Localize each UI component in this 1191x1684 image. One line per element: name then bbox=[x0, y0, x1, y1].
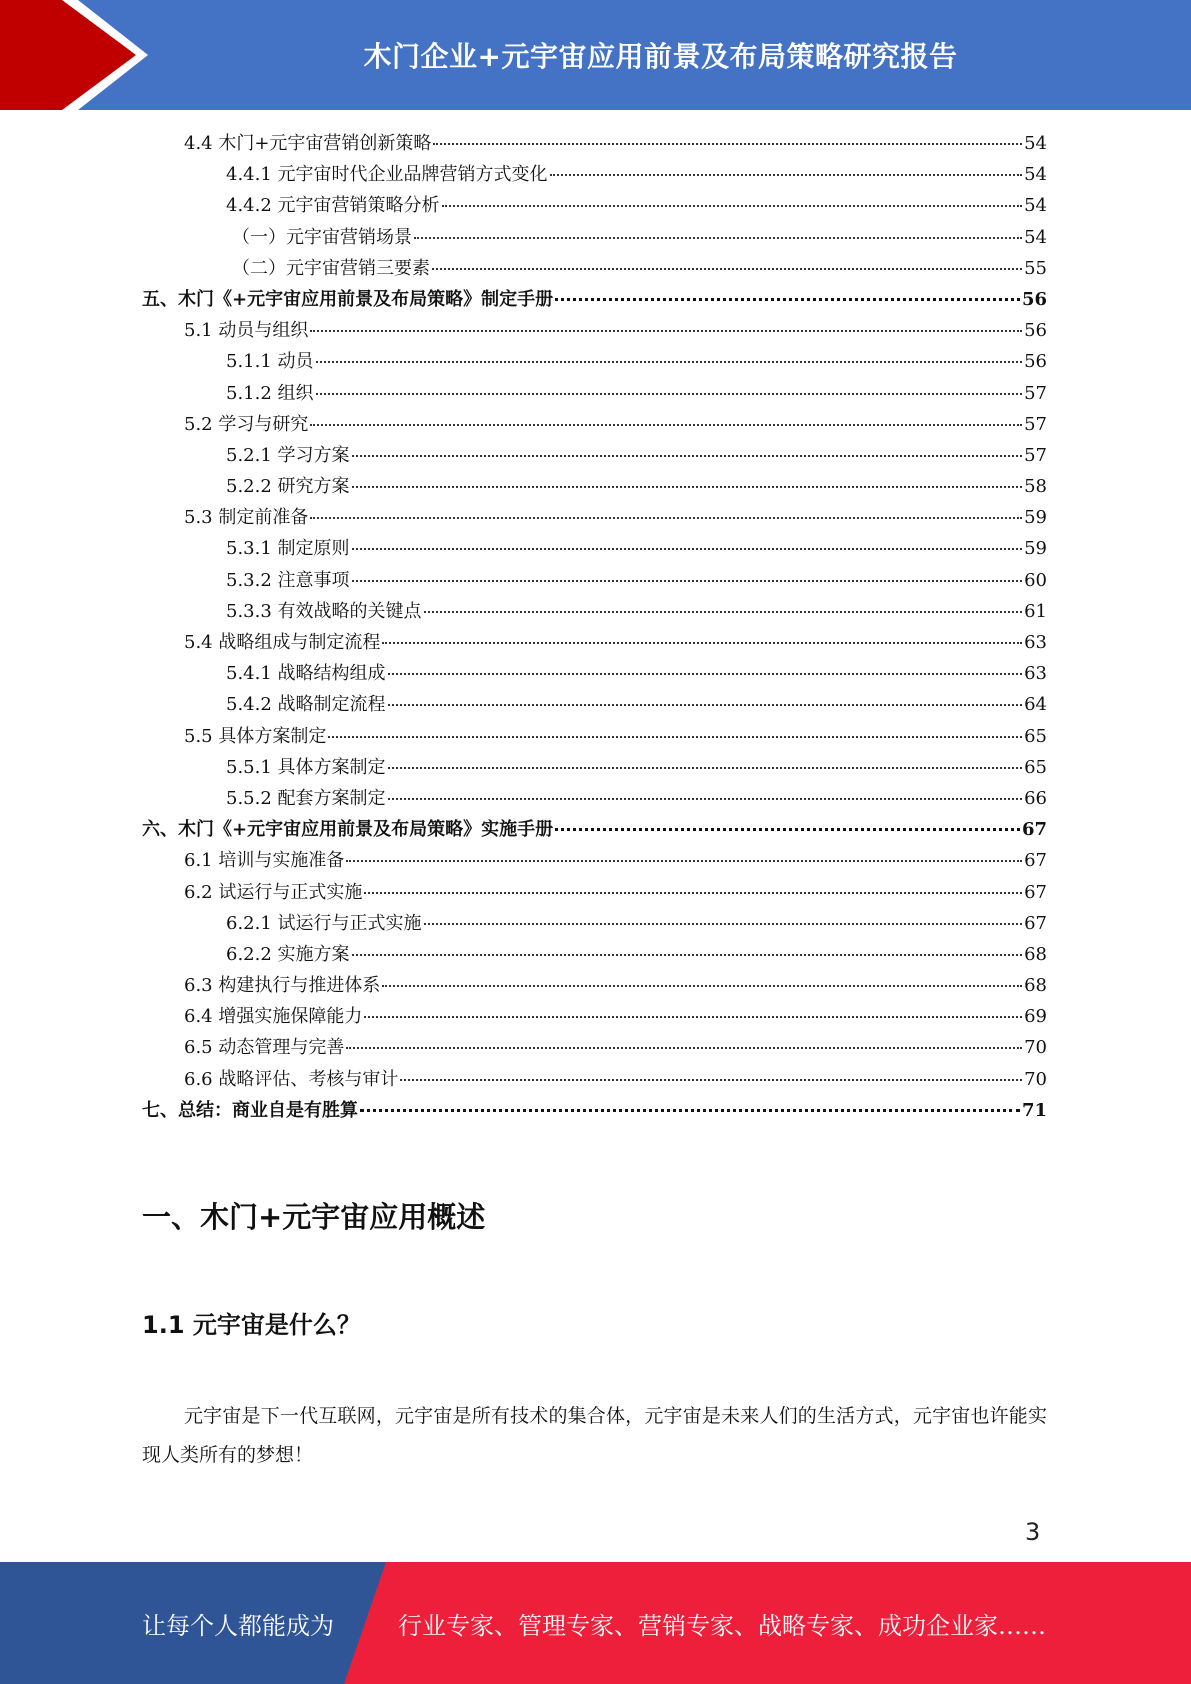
toc-entry-page: 59 bbox=[1024, 507, 1047, 529]
toc-dot-leader bbox=[352, 548, 1023, 550]
toc-dot-leader bbox=[310, 424, 1022, 426]
toc-dot-leader bbox=[364, 1016, 1022, 1018]
toc-entry[interactable] bbox=[142, 1095, 1047, 1126]
toc-entry-label: 5.3.2 注意事项 bbox=[226, 569, 350, 591]
toc-dot-leader bbox=[555, 298, 1020, 301]
toc-entry[interactable] bbox=[142, 970, 1047, 1001]
toc-entry[interactable] bbox=[142, 315, 1047, 346]
toc-entry-label: 5.4 战略组成与制定流程 bbox=[184, 632, 381, 653]
toc-entry-page: 67 bbox=[1024, 912, 1047, 934]
toc-entry-label: 6.2.1 试运行与正式实施 bbox=[226, 912, 422, 934]
toc-entry-label: 5.1 动员与组织 bbox=[184, 320, 309, 342]
section-heading: 1.1 元宇宙是什么？ bbox=[142, 1311, 361, 1339]
toc-dot-leader bbox=[388, 767, 1023, 769]
toc-entry[interactable] bbox=[142, 471, 1047, 502]
toc-dot-leader bbox=[352, 954, 1023, 956]
toc-entry[interactable] bbox=[142, 284, 1047, 315]
toc-dot-leader bbox=[310, 330, 1022, 332]
toc-entry-label: 5.5.1 具体方案制定 bbox=[226, 756, 386, 778]
toc-dot-leader bbox=[360, 1109, 1020, 1112]
toc-entry-label: 5.2 学习与研究 bbox=[184, 413, 309, 435]
toc-entry-label: 5.4.2 战略制定流程 bbox=[226, 694, 386, 716]
toc-dot-leader bbox=[352, 455, 1023, 457]
toc-entry-label: （二）元宇宙营销三要素 bbox=[232, 257, 430, 279]
toc-entry-page: 67 bbox=[1024, 850, 1047, 872]
toc-entry-page: 56 bbox=[1024, 351, 1047, 373]
toc-entry-page: 56 bbox=[1024, 320, 1047, 342]
toc-dot-leader bbox=[382, 985, 1022, 987]
toc-entry-label: 6.1 培训与实施准备 bbox=[184, 850, 345, 872]
toc-entry-page: 64 bbox=[1024, 694, 1047, 716]
toc-entry[interactable] bbox=[142, 565, 1047, 596]
toc-entry-label: 6.2.2 实施方案 bbox=[226, 943, 350, 965]
toc-entry-page: 59 bbox=[1024, 538, 1047, 560]
toc-dot-leader bbox=[414, 237, 1022, 239]
toc-entry-label: （一）元宇宙营销场景 bbox=[232, 226, 412, 248]
toc-entry-page: 55 bbox=[1024, 257, 1047, 279]
toc-entry-label: 6.2 试运行与正式实施 bbox=[184, 881, 363, 903]
toc-entry[interactable] bbox=[142, 596, 1047, 627]
body-paragraph: 元宇宙是下一代互联网，元宇宙是所有技术的集合体，元宇宙是未来人们的生活方式，元宇宙也许能实现人类所有的梦想！ bbox=[142, 1405, 1047, 1466]
toc-entry-page: 58 bbox=[1024, 476, 1047, 498]
toc-entry[interactable] bbox=[142, 877, 1047, 908]
toc-dot-leader bbox=[352, 580, 1023, 582]
toc-entry-label: 5.3.3 有效战略的关键点 bbox=[226, 600, 422, 622]
footer-slogan-left: 让每个人都能成为 bbox=[142, 1611, 334, 1640]
toc-entry-page: 65 bbox=[1024, 756, 1047, 778]
toc-dot-leader bbox=[310, 517, 1022, 519]
toc-entry[interactable] bbox=[142, 253, 1047, 284]
toc-entry-page: 54 bbox=[1024, 195, 1047, 217]
toc-dot-leader bbox=[364, 892, 1022, 894]
toc-dot-leader bbox=[424, 923, 1023, 925]
page-footer bbox=[0, 1562, 1191, 1684]
chapter-heading: 一、木门+元宇宙应用概述 bbox=[142, 1200, 486, 1234]
toc-dot-leader bbox=[400, 1079, 1022, 1081]
toc-entry[interactable] bbox=[142, 440, 1047, 471]
toc-entry[interactable] bbox=[142, 908, 1047, 939]
toc-entry-page: 56 bbox=[1021, 288, 1047, 310]
toc-entry-page: 57 bbox=[1024, 444, 1047, 466]
toc-entry-page: 67 bbox=[1021, 819, 1047, 841]
toc-entry-label: 5.5 具体方案制定 bbox=[184, 725, 327, 747]
toc-entry[interactable] bbox=[142, 159, 1047, 190]
toc-entry-page: 54 bbox=[1024, 226, 1047, 248]
toc-entry-page: 68 bbox=[1024, 943, 1047, 965]
toc-entry[interactable] bbox=[142, 627, 1047, 658]
toc-dot-leader bbox=[442, 205, 1023, 207]
toc-entry[interactable] bbox=[142, 721, 1047, 752]
footer-slogan-right: 行业专家、管理专家、营销专家、战略专家、成功企业家…… bbox=[398, 1611, 1046, 1640]
toc-dot-leader bbox=[424, 611, 1023, 613]
toc-entry-page: 54 bbox=[1024, 164, 1047, 186]
toc-entry[interactable] bbox=[142, 1001, 1047, 1032]
toc-entry-page: 70 bbox=[1024, 1068, 1047, 1090]
toc-entry-label: 5.3 制定前准备 bbox=[184, 507, 309, 529]
toc-dot-leader bbox=[328, 736, 1022, 738]
toc-entry-page: 63 bbox=[1024, 663, 1047, 685]
toc-entry-label: 4.4.2 元宇宙营销策略分析 bbox=[226, 195, 440, 217]
toc-dot-leader bbox=[388, 673, 1023, 675]
toc-entry[interactable] bbox=[142, 346, 1047, 377]
toc-entry-page: 71 bbox=[1021, 1099, 1047, 1121]
toc-entry[interactable] bbox=[142, 845, 1047, 876]
toc-dot-leader bbox=[346, 1047, 1022, 1049]
toc-entry-label: 5.1.2 组织 bbox=[226, 382, 314, 404]
toc-dot-leader bbox=[388, 798, 1023, 800]
toc-entry-label: 5.2.2 研究方案 bbox=[226, 476, 350, 498]
toc-dot-leader bbox=[382, 642, 1022, 644]
toc-entry-label: 6.3 构建执行与推进体系 bbox=[184, 975, 381, 997]
toc-entry[interactable] bbox=[142, 658, 1047, 689]
document-title: 木门企业+元宇宙应用前景及布局策略研究报告 bbox=[363, 40, 958, 73]
toc-entry-label: 4.4 木门+元宇宙营销创新策略 bbox=[184, 133, 432, 154]
toc-dot-leader bbox=[316, 393, 1023, 395]
toc-entry-page: 69 bbox=[1024, 1006, 1047, 1028]
toc-entry-page: 70 bbox=[1024, 1037, 1047, 1059]
toc-entry-page: 54 bbox=[1024, 133, 1047, 154]
toc-entry[interactable] bbox=[142, 533, 1047, 564]
toc-entry[interactable] bbox=[142, 689, 1047, 720]
toc-dot-leader bbox=[352, 486, 1023, 488]
toc-entry[interactable] bbox=[142, 502, 1047, 533]
toc-entry[interactable] bbox=[142, 814, 1047, 845]
toc-entry-label: 4.4.1 元宇宙时代企业品牌营销方式变化 bbox=[226, 164, 548, 186]
toc-entry-label: 6.5 动态管理与完善 bbox=[184, 1037, 345, 1059]
toc-entry-page: 68 bbox=[1024, 975, 1047, 997]
toc-entry[interactable] bbox=[142, 409, 1047, 440]
toc-entry-page: 57 bbox=[1024, 382, 1047, 404]
toc-entry-label: 五、木门《+元宇宙应用前景及布局策略》制定手册 bbox=[142, 288, 554, 310]
toc-entry[interactable] bbox=[142, 752, 1047, 783]
toc-entry-label: 5.2.1 学习方案 bbox=[226, 444, 350, 466]
toc-dot-leader bbox=[316, 361, 1023, 363]
toc-entry-page: 67 bbox=[1024, 881, 1047, 903]
toc-entry-label: 六、木门《+元宇宙应用前景及布局策略》实施手册 bbox=[142, 819, 554, 841]
toc-entry-page: 61 bbox=[1024, 600, 1047, 622]
table-of-contents bbox=[142, 128, 1047, 1126]
toc-dot-leader bbox=[388, 704, 1023, 706]
toc-dot-leader bbox=[346, 860, 1022, 862]
toc-entry[interactable] bbox=[142, 1064, 1047, 1095]
toc-entry-label: 6.6 战略评估、考核与审计 bbox=[184, 1068, 399, 1090]
toc-dot-leader bbox=[555, 828, 1020, 831]
toc-entry-page: 65 bbox=[1024, 725, 1047, 747]
toc-dot-leader bbox=[433, 143, 1022, 145]
toc-entry-label: 5.5.2 配套方案制定 bbox=[226, 787, 386, 809]
toc-entry[interactable] bbox=[142, 190, 1047, 221]
toc-entry[interactable] bbox=[142, 939, 1047, 970]
toc-dot-leader bbox=[550, 174, 1023, 176]
page-header bbox=[0, 0, 1191, 110]
toc-entry-page: 66 bbox=[1024, 787, 1047, 809]
toc-entry-label: 6.4 增强实施保障能力 bbox=[184, 1006, 363, 1028]
toc-entry[interactable] bbox=[142, 128, 1047, 159]
toc-entry-page: 63 bbox=[1024, 632, 1047, 653]
toc-entry-label: 七、总结：商业自是有胜算 bbox=[142, 1099, 358, 1121]
toc-dot-leader bbox=[432, 268, 1022, 270]
toc-entry[interactable] bbox=[142, 378, 1047, 409]
toc-entry[interactable] bbox=[142, 783, 1047, 814]
toc-entry-label: 5.3.1 制定原则 bbox=[226, 538, 350, 560]
toc-entry-page: 57 bbox=[1024, 413, 1047, 435]
toc-entry[interactable] bbox=[142, 1032, 1047, 1063]
toc-entry-label: 5.4.1 战略结构组成 bbox=[226, 663, 386, 685]
toc-entry-label: 5.1.1 动员 bbox=[226, 351, 314, 373]
toc-entry-page: 60 bbox=[1024, 569, 1047, 591]
toc-entry[interactable] bbox=[142, 222, 1047, 253]
page-number: 3 bbox=[1025, 1518, 1041, 1546]
